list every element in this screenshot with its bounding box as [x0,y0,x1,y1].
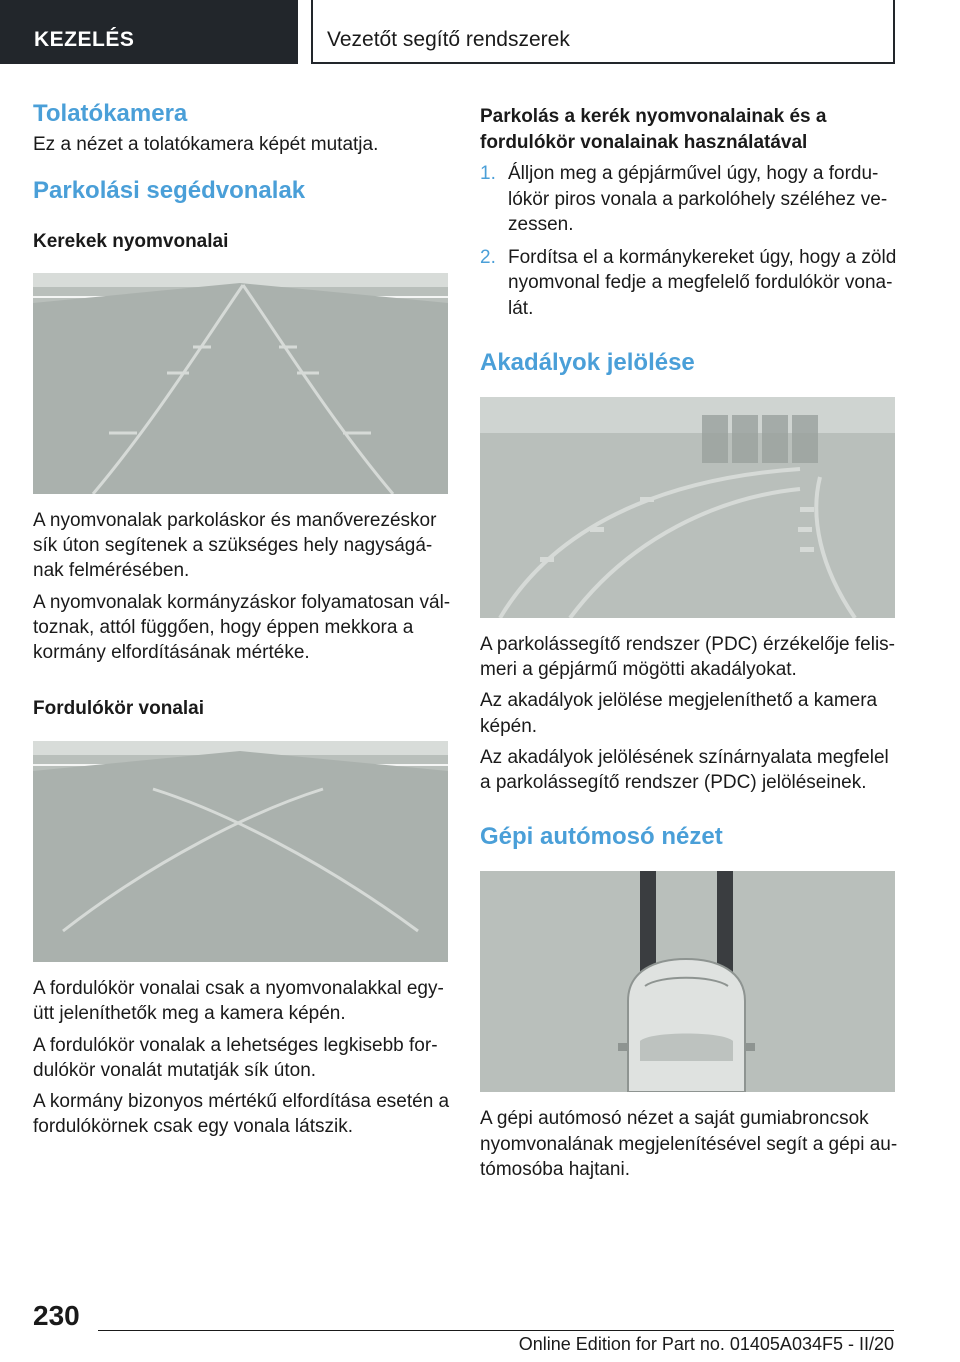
page-number: 230 [33,1300,80,1331]
para-obstacles-2: Az akadályok jelölése megjeleníthető a kamera képén. [480,690,878,737]
section-title: KEZELÉS [34,28,135,51]
heading-parking-with-lines: Parkolás a kerék nyomvonalainak és a fordulókör vonalainak használatával [480,106,827,153]
carwash-view-illustration [480,871,895,1092]
chapter-title: Vezetőt segítő rendszerek [327,28,570,51]
turning-circle-illustration [33,741,448,962]
step-list [480,161,898,321]
obstacle-marking-illustration [480,397,895,618]
para-carwash: A gépi autómosó nézet a saját gumiabroncsok nyomvonalának megjelenítésével segít a gépi au-tómosóba hajtani. [480,1108,898,1180]
para-turning-3: A kormány bizonyos mértékű elfordítása esetén a fordulókörnek csak egy vonala látszik. [33,1091,450,1138]
heading-turning-circle: Fordulókör vonalai [33,697,205,719]
footer-divider [98,1330,894,1331]
wheel-tracks-illustration [33,273,448,494]
para-obstacles-3: Az akadályok jelölésének színárnyalata megfelel a parkolássegítő rendszer (PDC) jelöléseinek. [480,746,889,794]
para-turning-1: A fordulókör vonalai csak a nyomvonalakkal egy-ütt jeleníthetők meg a kamera képén. [33,978,444,1025]
para-tracks-1: A nyomvonalak parkoláskor és manőverezéskor sík úton segítenek a szükséges hely nagyságá-nak felmérésében. [33,509,437,582]
heading-reversing-camera: Tolatókamera [33,100,188,127]
para-obstacles-1: A parkolássegítő rendszer (PDC) érzékelője felis-meri a gépjármű mögötti akadályokat. [480,633,896,681]
step-text: Álljon meg a gépjárművel úgy, hogy a fordu-lókör piros vonala a parkolóhely széléhez ve-zessen. [508,163,888,235]
step-number: 1. [480,163,496,185]
para-turning-2: A fordulókör vonalak a lehetséges legkisebb for-dulókör vonalát mutatják sík úton. [33,1034,438,1081]
step-number: 2. [480,247,496,269]
footer-edition: Online Edition for Part no. 01405A034F5 - II/20 [518,1334,894,1354]
para-camera: Ez a nézet a tolatókamera képét mutatja. [33,134,379,155]
section-tab [0,0,298,64]
right-column [480,104,898,1182]
left-column [33,100,451,1140]
car-icon [618,959,755,1092]
step-text: Fordítsa el a kormánykereket úgy, hogy a zöld nyomvonal fedje a megfelelő fordulókör vona-lát. [508,247,897,319]
heading-parking-lines: Parkolási segédvonalak [33,177,306,205]
list-item [480,161,898,237]
list-item [480,245,898,321]
para-tracks-2: A nyomvonalak kormányzáskor folyamatosan vál-toznak, attól függően, hogy éppen mekkora a kormány elfordításának mértéke. [33,591,451,664]
chapter-tab [311,0,895,64]
heading-wheel-tracks: Kerekek nyomvonalai [33,231,229,253]
heading-obstacles: Akadályok jelölése [480,348,695,376]
heading-carwash-view: Gépi autómosó nézet [480,823,723,851]
